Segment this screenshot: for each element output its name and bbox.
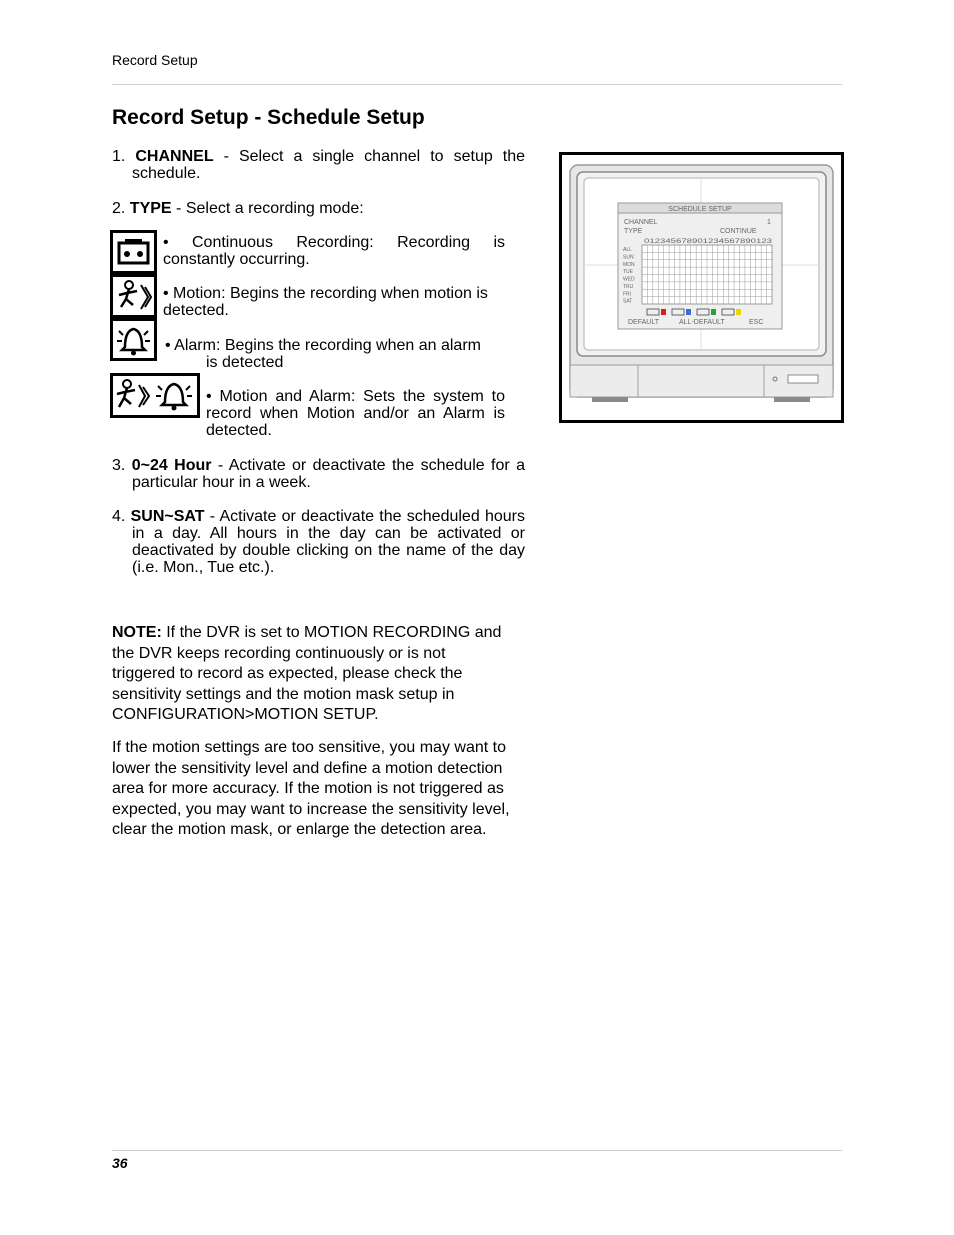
day-label[interactable]: TRU <box>623 283 634 290</box>
type-label: TYPE <box>624 228 643 235</box>
motion-icon <box>110 274 157 318</box>
running-header: Record Setup <box>112 52 198 68</box>
day-label[interactable]: MON <box>623 261 635 268</box>
day-label[interactable]: ALL <box>623 247 632 253</box>
header-rule <box>112 84 842 85</box>
schedule-setup-figure <box>559 152 844 423</box>
note-paragraph: NOTE: If the DVR is set to MOTION RECORDING and the DVR keeps recording continuously or is not triggered to record as expected, please check the sensitivity settings and the motion mask setup in CONFIGURATION>MOTION SETUP. <box>112 624 502 723</box>
legend-color-swatch[interactable] <box>661 309 666 315</box>
day-label[interactable]: FRI <box>623 291 632 298</box>
mode-alarm-text: • Alarm: Begins the recording when an alarm is detected <box>165 337 481 371</box>
legend-color-swatch[interactable] <box>686 309 691 315</box>
mode-continuous-text: • Continuous Recording: Recording is constantly occurring. <box>163 234 505 268</box>
page-number: 36 <box>112 1155 128 1171</box>
hours-header: 012345678901234567890123 <box>644 238 773 245</box>
mode-motion-text: • Motion: Begins the recording when motion is detected. <box>163 285 488 319</box>
all-default-button[interactable]: ALL-DEFAULT <box>679 319 725 326</box>
esc-button[interactable]: ESC <box>749 319 764 326</box>
day-label[interactable]: TUE <box>623 269 633 276</box>
continuous-icon <box>110 230 157 274</box>
channel-value: 1 <box>767 219 771 226</box>
item-day: 4. SUN~SAT - Activate or deactivate the scheduled hours in a day. All hours in the day can be activated or deactivated by double clicking on the name of the day (i.e. Mon., Tue etc.). <box>112 508 525 576</box>
footer-rule <box>112 1150 842 1151</box>
menu-title: SCHEDULE SETUP <box>668 206 732 213</box>
page-title: Record Setup - Schedule Setup <box>112 106 425 129</box>
item-hour: 3. 0~24 Hour - Activate or deactivate the schedule for a particular hour in a week. <box>112 457 525 491</box>
item-channel: 1. CHANNEL - Select a single channel to setup the schedule. <box>112 148 525 182</box>
note-paragraph-2: If the motion settings are too sensitive, you may want to lower the sensitivity level and define a motion detection area for more accuracy. If the motion is not triggered as expected, you may want to increase the sensitivity level, clear the motion mask, or enlarge the detection area. <box>112 739 510 838</box>
motion-alarm-icon <box>110 373 200 418</box>
day-label[interactable]: SUN <box>623 254 634 261</box>
alarm-icon <box>110 318 157 361</box>
legend-color-swatch[interactable] <box>711 309 716 315</box>
type-value: CONTINUE <box>720 228 757 235</box>
mode-motion-alarm-text: • Motion and Alarm: Sets the system to record when Motion and/or an Alarm is detected. <box>206 388 505 439</box>
day-label[interactable]: WED <box>623 276 635 283</box>
default-button[interactable]: DEFAULT <box>628 319 659 326</box>
legend-color-swatch[interactable] <box>736 309 741 315</box>
item-type: 2. TYPE - Select a recording mode: <box>112 200 364 217</box>
day-label[interactable]: SAT <box>623 298 633 305</box>
channel-label: CHANNEL <box>624 219 658 226</box>
